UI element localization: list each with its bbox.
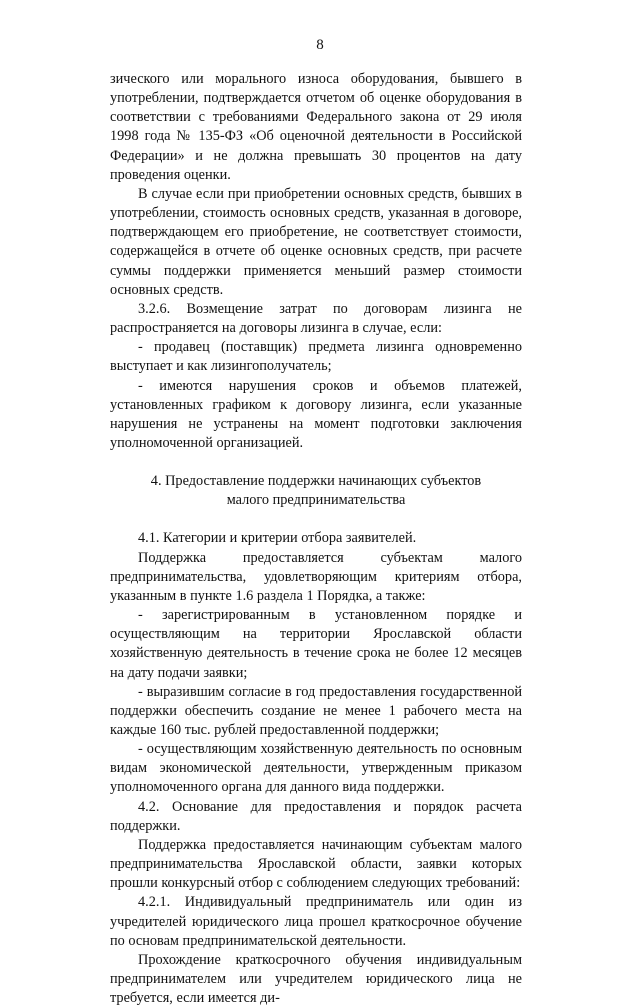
paragraph-asset-valuation: В случае если при приобретении основных средств, бывших в употреблении, стоимость основных средств, указанная в договоре, подтверждающем его приобретение, не соответствует стоимости, содержащейся в отчете об оценке основных средств, при расчете суммы поддержки применяется меньший размер стоимости основных средств. (110, 185, 522, 298)
paragraph-3-2-6: 3.2.6. Возмещение затрат по договорам лизинга не распространяется на договоры лизинга в случае, если: (110, 300, 522, 337)
paragraph-continuation: зического или морального износа оборудования, бывшего в употреблении, подтверждается отчетом об оценке оборудования в соответствии с требованиями Федерального закона от 29 июля 1998 года № 135-ФЗ «Об оценочной деятельности в Российской Федерации» и не должна превышать 30 процентов на дату проведения оценки. (110, 71, 522, 183)
paragraph-support-criteria: Поддержка предоставляется субъектам малого предпринимательства, удовлетворяющим критериям отбора, указанным в пункте 1.6 раздела 1 Порядка, а также: (110, 549, 522, 604)
list-item-payment-violations: - имеются нарушения сроков и объемов платежей, установленных графиком к договору лизинга, если указанные нарушения не устранены на момент подготовки заключения уполномоченной организацией. (110, 377, 522, 451)
document-body (110, 70, 522, 1008)
paragraph-4-2-1: 4.2.1. Индивидуальный предприниматель или один из учредителей юридического лица прошел краткосрочное обучение по основам предпринимательской деятельности. (110, 894, 522, 949)
section-heading-4: 4. Предоставление поддержки начинающих субъектов малого предпринимательства (150, 473, 482, 509)
paragraph-training-exemption: Прохождение краткосрочного обучения индивидуальным предпринимателем или учредителем юридического лица не требуется, если имеется ди- (110, 951, 522, 1007)
list-item-registered: - зарегистрированным в установленном порядке и осуществляющим на территории Ярославской области хозяйственную деятельность в течение срока не более 12 месяцев на дату подачи заявки; (110, 607, 522, 681)
paragraph-4-2: 4.2. Основание для предоставления и порядок расчета поддержки. (110, 798, 522, 834)
page-number: 8 (316, 37, 324, 53)
paragraph-4-1: 4.1. Категории и критерии отбора заявителей. (138, 530, 417, 547)
paragraph-support-requirements: Поддержка предоставляется начинающим субъектам малого предпринимательства Ярославской области, заявки которых прошли конкурсный отбор с соблюдением следующих требований: (110, 836, 522, 892)
list-item-activity: - осуществляющим хозяйственную деятельность по основным видам экономической деятельности, утвержденным приказом уполномоченного органа для данного вида поддержки. (110, 741, 522, 796)
list-item-seller-lessee: - продавец (поставщик) предмета лизинга одновременно выступает и как лизингополучатель; (110, 339, 522, 375)
list-item-jobs: - выразившим согласие в год предоставления государственной поддержки обеспечить создание не менее 1 рабочего места на каждые 160 тыс. рублей предоставленной поддержки; (110, 683, 522, 738)
